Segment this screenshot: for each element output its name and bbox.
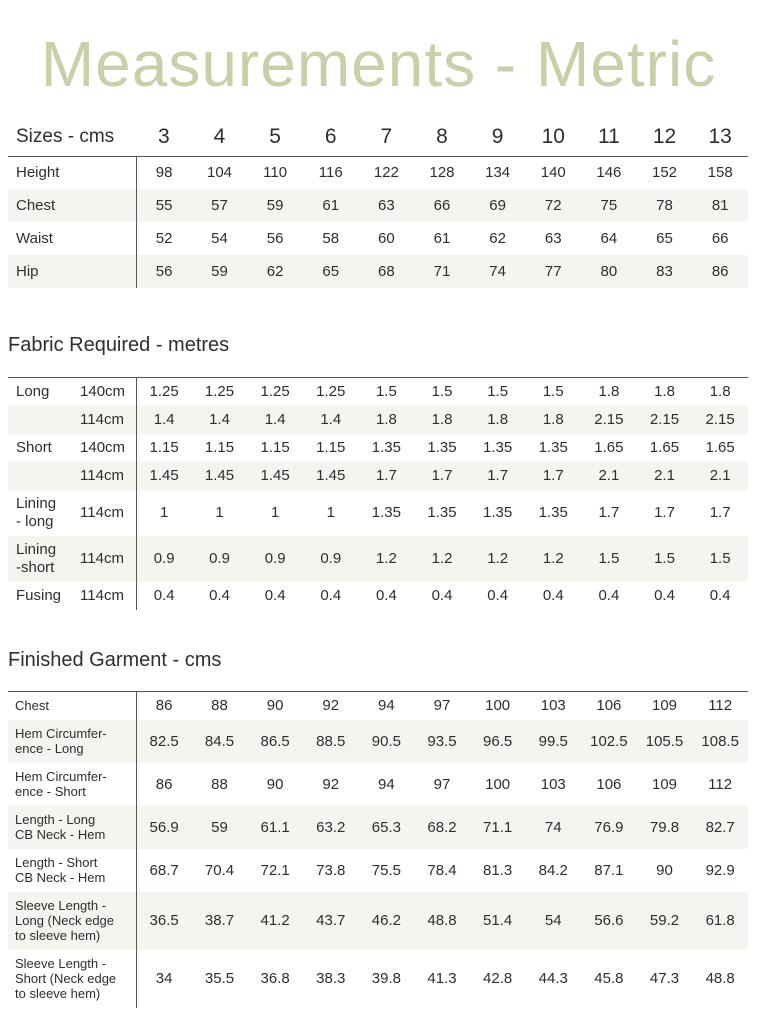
value-cell: 1.45	[247, 462, 303, 490]
value-cell: 90	[266, 775, 284, 793]
value-cell: 76.9	[581, 806, 637, 849]
value-cell: 97	[433, 775, 451, 793]
value-cell: 92	[322, 697, 340, 715]
value-cell: 63.2	[303, 806, 359, 849]
value-cell: 1.35	[427, 504, 457, 521]
row-label: Length - Short CB Neck - Hem	[8, 849, 136, 892]
value-cell: 140	[540, 164, 566, 182]
value-cell: 1.8	[414, 406, 470, 434]
value-cell: 1.4	[192, 406, 248, 434]
value-cell: 84.5	[192, 720, 248, 763]
size-12: 12	[637, 118, 693, 156]
value-cell: 59	[247, 189, 303, 222]
value-cell: 54	[211, 230, 228, 247]
value-cell: 71.1	[470, 806, 526, 849]
size-7: 7	[359, 118, 415, 156]
table-row	[8, 222, 748, 255]
value-cell: 59	[192, 806, 248, 849]
value-cell: 1.5	[542, 383, 564, 401]
table-row	[8, 849, 748, 892]
value-cell: 0.9	[303, 536, 359, 582]
value-cell: 1.8	[654, 383, 675, 401]
value-cell: 1.15	[316, 439, 346, 456]
value-cell: 1.7	[598, 504, 620, 521]
value-cell: 65	[656, 230, 673, 247]
body-measurements-table	[8, 118, 748, 288]
value-cell: 1.65	[649, 439, 680, 456]
value-cell: 103	[540, 775, 566, 793]
value-cell: 63	[544, 230, 562, 247]
table-row	[8, 582, 748, 610]
table-row	[8, 406, 748, 434]
row-label: Hem Circumfer- ence - Short	[8, 763, 136, 806]
value-cell: 68.7	[149, 861, 179, 879]
value-cell: 72.1	[260, 861, 290, 879]
value-cell: 75	[581, 189, 637, 222]
value-cell: 86.5	[247, 720, 303, 763]
fabric-required-table	[8, 377, 748, 610]
sizes-header: Sizes - cms	[8, 118, 136, 156]
value-cell: 106	[596, 775, 622, 793]
value-cell: 61.8	[692, 892, 748, 950]
value-cell: 99.5	[525, 720, 581, 763]
size-8: 8	[414, 118, 470, 156]
table-row	[8, 892, 748, 950]
value-cell: 0.4	[598, 587, 620, 604]
value-cell: 45.8	[594, 970, 624, 987]
value-cell: 94	[378, 775, 395, 793]
value-cell: 0.9	[192, 536, 248, 582]
row-label: Chest	[8, 189, 136, 222]
value-cell: 116	[318, 164, 343, 182]
value-cell: 1.7	[470, 462, 526, 490]
value-cell: 56.6	[581, 892, 637, 950]
value-cell: 0.4	[375, 587, 397, 604]
value-cell: 1.15	[149, 439, 179, 456]
value-cell: 0.4	[709, 587, 731, 604]
value-cell: 112	[708, 775, 733, 793]
value-cell: 1.7	[359, 462, 415, 490]
value-cell: 78	[637, 189, 693, 222]
value-cell: 1.25	[316, 383, 346, 401]
row-label: Sleeve Length - Long (Neck edge to sleeve hem)	[8, 892, 136, 950]
row-label: Length - Long CB Neck - Hem	[8, 806, 136, 849]
value-cell: 152	[652, 164, 678, 182]
value-cell: 57	[192, 189, 248, 222]
value-cell: 109	[652, 775, 678, 793]
table-row	[8, 189, 748, 222]
value-cell: 51.4	[470, 892, 526, 950]
value-cell: 1.7	[525, 462, 581, 490]
value-cell: 0.4	[542, 587, 564, 604]
value-cell: 1.8	[598, 383, 620, 401]
table-row	[8, 763, 748, 806]
fabric-width: 114cm	[78, 462, 136, 490]
row-label: Lining -short	[8, 536, 78, 582]
row-label: Hem Circumfer- ence - Long	[8, 720, 136, 763]
value-cell: 1.2	[470, 536, 526, 582]
value-cell: 2.15	[692, 406, 748, 434]
value-cell: 68.2	[414, 806, 470, 849]
value-cell: 0.4	[431, 587, 453, 604]
value-cell: 1.25	[260, 383, 290, 401]
row-label: Fusing	[16, 586, 62, 604]
table-row	[8, 255, 748, 288]
value-cell: 47.3	[649, 970, 680, 987]
value-cell: 1.7	[709, 504, 731, 521]
size-6: 6	[303, 118, 359, 156]
value-cell: 66	[414, 189, 470, 222]
value-cell: 74	[470, 255, 526, 288]
value-cell: 0.9	[136, 536, 192, 582]
value-cell: 0.4	[654, 587, 675, 604]
value-cell: 1.5	[581, 536, 637, 582]
value-cell: 92	[322, 775, 340, 793]
value-cell: 81.3	[483, 861, 513, 879]
value-cell: 44.3	[538, 970, 568, 987]
value-cell: 65.3	[359, 806, 415, 849]
value-cell: 1	[159, 504, 169, 521]
table-row	[8, 462, 748, 490]
value-cell: 41.2	[247, 892, 303, 950]
row-label: Height	[8, 156, 136, 189]
value-cell: 38.3	[316, 970, 346, 987]
value-cell: 1.4	[247, 406, 303, 434]
value-cell: 112	[708, 697, 733, 715]
value-cell: 1.7	[654, 504, 675, 521]
value-cell: 34	[155, 970, 173, 987]
value-cell: 2.1	[692, 462, 748, 490]
value-cell: 1.35	[427, 439, 457, 456]
row-label: Lining - long	[16, 494, 57, 530]
value-cell: 2.15	[637, 406, 693, 434]
value-cell: 1.25	[204, 383, 235, 401]
value-cell: 80	[581, 255, 637, 288]
value-cell: 77	[525, 255, 581, 288]
value-cell: 81	[692, 189, 748, 222]
value-cell: 65	[303, 255, 359, 288]
value-cell: 1.4	[303, 406, 359, 434]
value-cell: 90.5	[359, 720, 415, 763]
value-cell: 1.45	[303, 462, 359, 490]
row-label: Hip	[8, 255, 136, 288]
table-row	[8, 536, 748, 582]
value-cell: 56	[136, 255, 192, 288]
finished-garment-title: Finished Garment - cms	[8, 649, 222, 671]
fabric-width: 114cm	[78, 490, 136, 536]
value-cell: 0.4	[209, 587, 230, 604]
size-4: 4	[192, 118, 248, 156]
table-row	[8, 378, 748, 406]
value-cell: 46.2	[359, 892, 415, 950]
value-cell: 48.8	[705, 970, 735, 987]
value-cell: 97	[433, 697, 451, 715]
value-cell: 2.15	[581, 406, 637, 434]
value-cell: 1.45	[136, 462, 192, 490]
size-header-row	[8, 118, 748, 156]
value-cell: 1.2	[525, 536, 581, 582]
value-cell: 86	[155, 775, 173, 793]
value-cell: 105.5	[637, 720, 693, 763]
value-cell: 158	[707, 164, 733, 182]
table-row	[8, 806, 748, 849]
value-cell: 56	[266, 230, 284, 247]
value-cell: 146	[596, 164, 622, 182]
value-cell: 68	[359, 255, 415, 288]
value-cell: 88.5	[303, 720, 359, 763]
value-cell: 1.35	[371, 504, 401, 521]
value-cell: 72	[525, 189, 581, 222]
fabric-width: 140cm	[78, 434, 136, 462]
value-cell: 1	[326, 504, 335, 521]
value-cell: 88	[211, 775, 228, 793]
value-cell: 1.8	[470, 406, 526, 434]
value-cell: 1.2	[414, 536, 470, 582]
value-cell: 1.15	[260, 439, 290, 456]
value-cell: 58	[322, 230, 340, 247]
value-cell: 1.5	[375, 383, 397, 401]
value-cell: 100	[485, 775, 511, 793]
value-cell: 42.8	[483, 970, 513, 987]
value-cell: 1.2	[359, 536, 415, 582]
value-cell: 1.45	[192, 462, 248, 490]
value-cell: 62	[489, 230, 506, 247]
value-cell: 61	[433, 230, 451, 247]
value-cell: 62	[247, 255, 303, 288]
value-cell: 52	[155, 230, 173, 247]
size-5: 5	[247, 118, 303, 156]
value-cell: 82.7	[692, 806, 748, 849]
size-13: 13	[692, 118, 748, 156]
value-cell: 74	[525, 806, 581, 849]
fabric-width: 114cm	[78, 406, 136, 434]
value-cell: 104	[207, 164, 233, 182]
row-label: Long	[16, 382, 50, 400]
value-cell: 35.5	[204, 970, 235, 987]
value-cell: 96.5	[470, 720, 526, 763]
value-cell: 87.1	[594, 861, 624, 879]
value-cell: 109	[652, 697, 678, 715]
value-cell: 106	[596, 697, 622, 715]
value-cell: 110	[263, 164, 288, 182]
value-cell: 1	[215, 504, 224, 521]
value-cell: 43.7	[303, 892, 359, 950]
value-cell: 1.5	[431, 383, 453, 401]
table-row	[8, 950, 748, 1008]
value-cell: 102.5	[581, 720, 637, 763]
value-cell: 2.1	[581, 462, 637, 490]
value-cell: 56.9	[136, 806, 192, 849]
page-title: Measurements - Metric	[40, 28, 717, 100]
value-cell: 86	[692, 255, 748, 288]
value-cell: 60	[378, 230, 395, 247]
value-cell: 83	[637, 255, 693, 288]
value-cell: 98	[155, 164, 173, 182]
value-cell: 36.8	[260, 970, 290, 987]
row-label: Chest	[8, 692, 136, 720]
value-cell: 1.8	[359, 406, 415, 434]
value-cell: 1.35	[483, 439, 513, 456]
value-cell: 1.8	[525, 406, 581, 434]
value-cell: 73.8	[316, 861, 346, 879]
value-cell: 64	[600, 230, 618, 247]
value-cell: 1	[270, 504, 280, 521]
value-cell: 88	[211, 697, 228, 715]
value-cell: 128	[429, 164, 455, 182]
value-cell: 0.4	[487, 587, 509, 604]
value-cell: 1.5	[637, 536, 693, 582]
value-cell: 134	[485, 164, 511, 182]
table-row	[8, 434, 748, 462]
value-cell: 41.3	[427, 970, 457, 987]
value-cell: 1.25	[149, 383, 179, 401]
value-cell: 63	[359, 189, 415, 222]
value-cell: 1.35	[371, 439, 401, 456]
value-cell: 1.7	[414, 462, 470, 490]
value-cell: 0.4	[320, 587, 342, 604]
value-cell: 1.4	[136, 406, 192, 434]
value-cell: 54	[525, 892, 581, 950]
value-cell: 2.1	[637, 462, 693, 490]
value-cell: 1.8	[709, 383, 731, 401]
size-11: 11	[581, 118, 637, 156]
table-row	[8, 156, 748, 189]
value-cell: 75.5	[371, 861, 401, 879]
value-cell: 86	[155, 697, 173, 715]
value-cell: 94	[378, 697, 395, 715]
value-cell: 59	[192, 255, 248, 288]
value-cell: 1.35	[483, 504, 513, 521]
value-cell: 84.2	[538, 861, 568, 879]
value-cell: 48.8	[414, 892, 470, 950]
value-cell: 1.5	[692, 536, 748, 582]
value-cell: 1.15	[204, 439, 235, 456]
value-cell: 59.2	[637, 892, 693, 950]
value-cell: 0.4	[264, 587, 286, 604]
value-cell: 70.4	[204, 861, 235, 879]
value-cell: 79.8	[637, 806, 693, 849]
value-cell: 100	[485, 697, 511, 715]
row-label	[8, 406, 78, 434]
value-cell: 103	[540, 697, 566, 715]
value-cell: 61	[303, 189, 359, 222]
value-cell: 1.35	[538, 504, 568, 521]
fabric-width: 114cm	[78, 582, 136, 610]
value-cell: 1.5	[487, 383, 509, 401]
value-cell: 66	[711, 230, 729, 247]
value-cell: 1.65	[594, 439, 624, 456]
value-cell: 0.4	[153, 587, 175, 604]
fabric-width: 114cm	[78, 536, 136, 582]
finished-garment-table	[8, 691, 748, 1008]
value-cell: 78.4	[427, 861, 457, 879]
fabric-required-title: Fabric Required - metres	[8, 334, 230, 356]
value-cell: 38.7	[192, 892, 248, 950]
table-row	[8, 692, 748, 720]
value-cell: 90	[656, 861, 673, 879]
value-cell: 61.1	[247, 806, 303, 849]
table-row	[8, 490, 748, 536]
value-cell: 69	[470, 189, 526, 222]
size-10: 10	[525, 118, 581, 156]
fabric-width: 140cm	[78, 378, 136, 406]
row-label	[8, 462, 78, 490]
value-cell: 122	[373, 164, 399, 182]
row-label: Sleeve Length - Short (Neck edge to sleeve hem)	[8, 950, 136, 1008]
value-cell: 82.5	[136, 720, 192, 763]
size-9: 9	[470, 118, 526, 156]
row-label: Waist	[8, 222, 136, 255]
value-cell: 39.8	[371, 970, 401, 987]
row-label: Short	[16, 438, 52, 456]
value-cell: 71	[414, 255, 470, 288]
value-cell: 0.9	[247, 536, 303, 582]
table-row	[8, 720, 748, 763]
value-cell: 108.5	[692, 720, 748, 763]
value-cell: 93.5	[414, 720, 470, 763]
size-3: 3	[136, 118, 192, 156]
value-cell: 1.65	[705, 439, 735, 456]
value-cell: 36.5	[136, 892, 192, 950]
value-cell: 92.9	[705, 861, 735, 879]
value-cell: 55	[136, 189, 192, 222]
value-cell: 90	[266, 697, 284, 715]
value-cell: 1.35	[538, 439, 568, 456]
